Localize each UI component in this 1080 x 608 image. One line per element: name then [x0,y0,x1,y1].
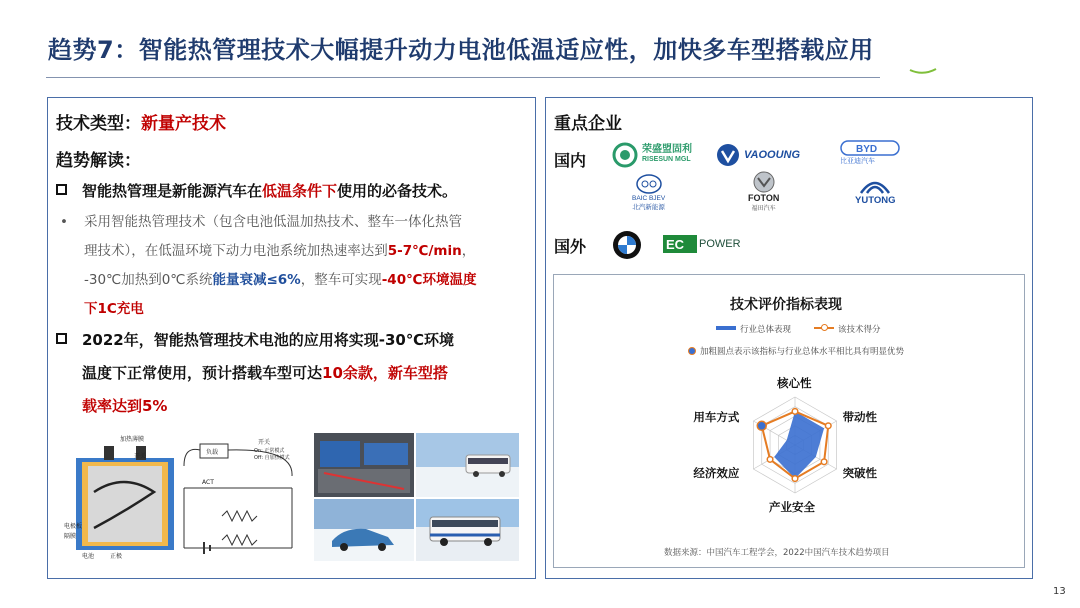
radar-point [821,459,827,465]
bullet-1-highlight: 低温条件下 [262,182,338,200]
diagram1-label-electrode: 电极板 [64,523,83,530]
interpretation-heading: 趋势解读： [56,151,141,171]
legend-tech [814,323,881,335]
foton-cn-name: 福田汽车 [751,206,776,212]
risesun-cn-name: 荣盛盟固利 [642,144,692,155]
byd-logo [840,140,900,166]
bullet-1-text-end: 使用的必备技术。 [337,182,458,200]
battery-heating-diagram [64,432,184,562]
circuit-label-switch: 开关 [258,439,271,446]
diagram1-label-separator: 隔膜 [64,533,77,540]
checkbox-square-icon [56,184,67,195]
yutong-emblem-icon [857,175,893,195]
baic-en-name: BAIC BJEV [632,195,666,202]
foton-logo [748,171,779,212]
data-source: 数据来源：中国汽车工程学会，2022中国汽车技术趋势项目 [664,548,890,558]
tech-type-value: 新量产技术 [141,114,226,134]
axis-label-driving: 带动性 [842,410,878,424]
axis-label-core: 核心性 [777,376,812,390]
axis-label-industry-security: 产业安全 [769,500,815,514]
page-title: 趋势7：智能热管理技术大幅提升动力电池低温适应性，加快多车型搭载应用 [48,36,874,64]
circuit-label-on: On: 正常模式 [254,448,285,454]
trend-interpretation-panel [47,97,536,579]
circuit-label-load: 负载 [206,449,219,456]
tech-type-heading [56,109,226,134]
tech-type-label: 技术类型： [56,114,141,134]
chart-title: 技术评价指标表现 [730,297,842,313]
charge-rate: 下1C充电 [84,301,144,317]
legend-highlight-note [688,345,904,357]
circuit-label-act: ACT [202,479,214,486]
vaooung-name: VAOOUNG [744,149,801,161]
bus-snow-photo [416,433,519,497]
byd-emblem-icon [840,140,900,156]
legend-tech-swatch [814,327,834,329]
radar-chart [740,370,850,520]
sub-line-2 [84,237,475,266]
svg-text:EC: EC [666,237,685,252]
bmw-logo [612,230,642,260]
foton-emblem-icon [751,171,777,193]
vaooung-emblem-icon [716,143,740,167]
title-divider [46,77,880,78]
decoration-swoosh-icon [908,66,938,76]
risesun-en-name: RISESUN MGL [642,156,691,163]
circuit-diagram [174,436,306,562]
sub-line-3-text: -30℃加热到0℃系统 [84,272,213,288]
radar-point-highlight [757,421,766,430]
ec-power-logo [663,235,741,253]
diagram1-label-cell: 电池 [82,553,95,560]
diagram1-label-switch: 开关 [134,453,147,460]
baic-emblem-icon [635,173,663,195]
sub-line-3-mid: ，整车可实现 [300,272,382,288]
car-snow-photo [314,499,414,561]
axis-label-economic: 经济效应 [693,466,740,480]
domestic-label: 国内 [554,151,587,170]
baic-bjev-logo [632,173,665,211]
vaooung-logo [716,143,800,167]
bullet-2-line-1: 2022年，智能热管理技术电池的应用将实现-30℃环境 [82,331,455,349]
yutong-name: YUTONG [855,195,896,206]
sub-line-2-end: ， [461,243,476,259]
foton-en-name: FOTON [748,193,780,203]
energy-loss: 能量衰减≤6% [212,272,301,288]
env-temp: -40℃环境温度 [381,272,477,288]
legend-highlight-label: 加粗圆点表示该指标与行业总体水平相比具有明显优势 [700,347,905,357]
risesun-emblem-icon [612,142,638,168]
radar-point [825,423,831,429]
ec-power-emblem-icon [663,235,697,253]
ec-power-name: POWER [699,238,741,250]
radar-point [792,409,798,415]
bullet-2 [56,324,526,423]
bus-road-photo [416,499,519,561]
battery-pack-photo [314,433,414,497]
bullet-2-line-3: 载率达到5% [82,397,168,415]
diagram1-label-positive: 正极 [110,553,123,560]
axis-label-breakthrough: 突破性 [842,466,878,480]
bullet-2-highlight: 10余款，新车型搭 [322,364,448,382]
heating-rate: 5-7℃/min [387,243,462,259]
baic-cn-name: 北汽新能源 [632,204,665,211]
circuit-label-off: Off: 自加热模式 [254,455,290,461]
radar-point [767,457,773,463]
legend-industry [716,323,791,335]
legend-industry-swatch [716,326,736,330]
sub-line-2-text: 理技术），在低温环境下动力电池系统加热速率达到 [84,243,388,259]
sub-line-4 [84,295,144,324]
checkbox-square-icon [56,333,67,344]
axis-label-usage: 用车方式 [693,410,740,424]
risesun-mgl-logo [612,142,692,168]
yutong-logo [855,175,895,206]
sub-line-1: 采用智能热管理技术（包含电池低温加热技术、整车一体化热管 [84,214,462,230]
page-number: 13 [1053,586,1066,597]
radar-point [792,476,798,482]
sub-point [56,208,531,324]
bmw-emblem-icon [612,230,642,260]
key-enterprises-heading: 重点企业 [554,114,622,134]
diagram1-label-film: 加热薄膜 [120,436,145,443]
foreign-label: 国外 [554,237,587,256]
legend-industry-label: 行业总体表现 [740,325,792,335]
legend-tech-label: 该技术得分 [838,325,881,335]
sub-line-3 [84,266,476,295]
bullet-dot-icon: • [60,214,68,230]
bullet-1-text: 智能热管理是新能源汽车在 [82,182,263,200]
bullet-2-line-2-text: 温度下正常使用，预计搭载车型可达 [82,364,323,382]
bullet-1 [56,175,526,208]
bullet-2-line-2 [82,357,448,390]
svg-text:BYD: BYD [856,144,878,155]
legend-highlight-dot [688,347,696,355]
byd-cn-name: 比亚迪汽车 [840,158,875,165]
